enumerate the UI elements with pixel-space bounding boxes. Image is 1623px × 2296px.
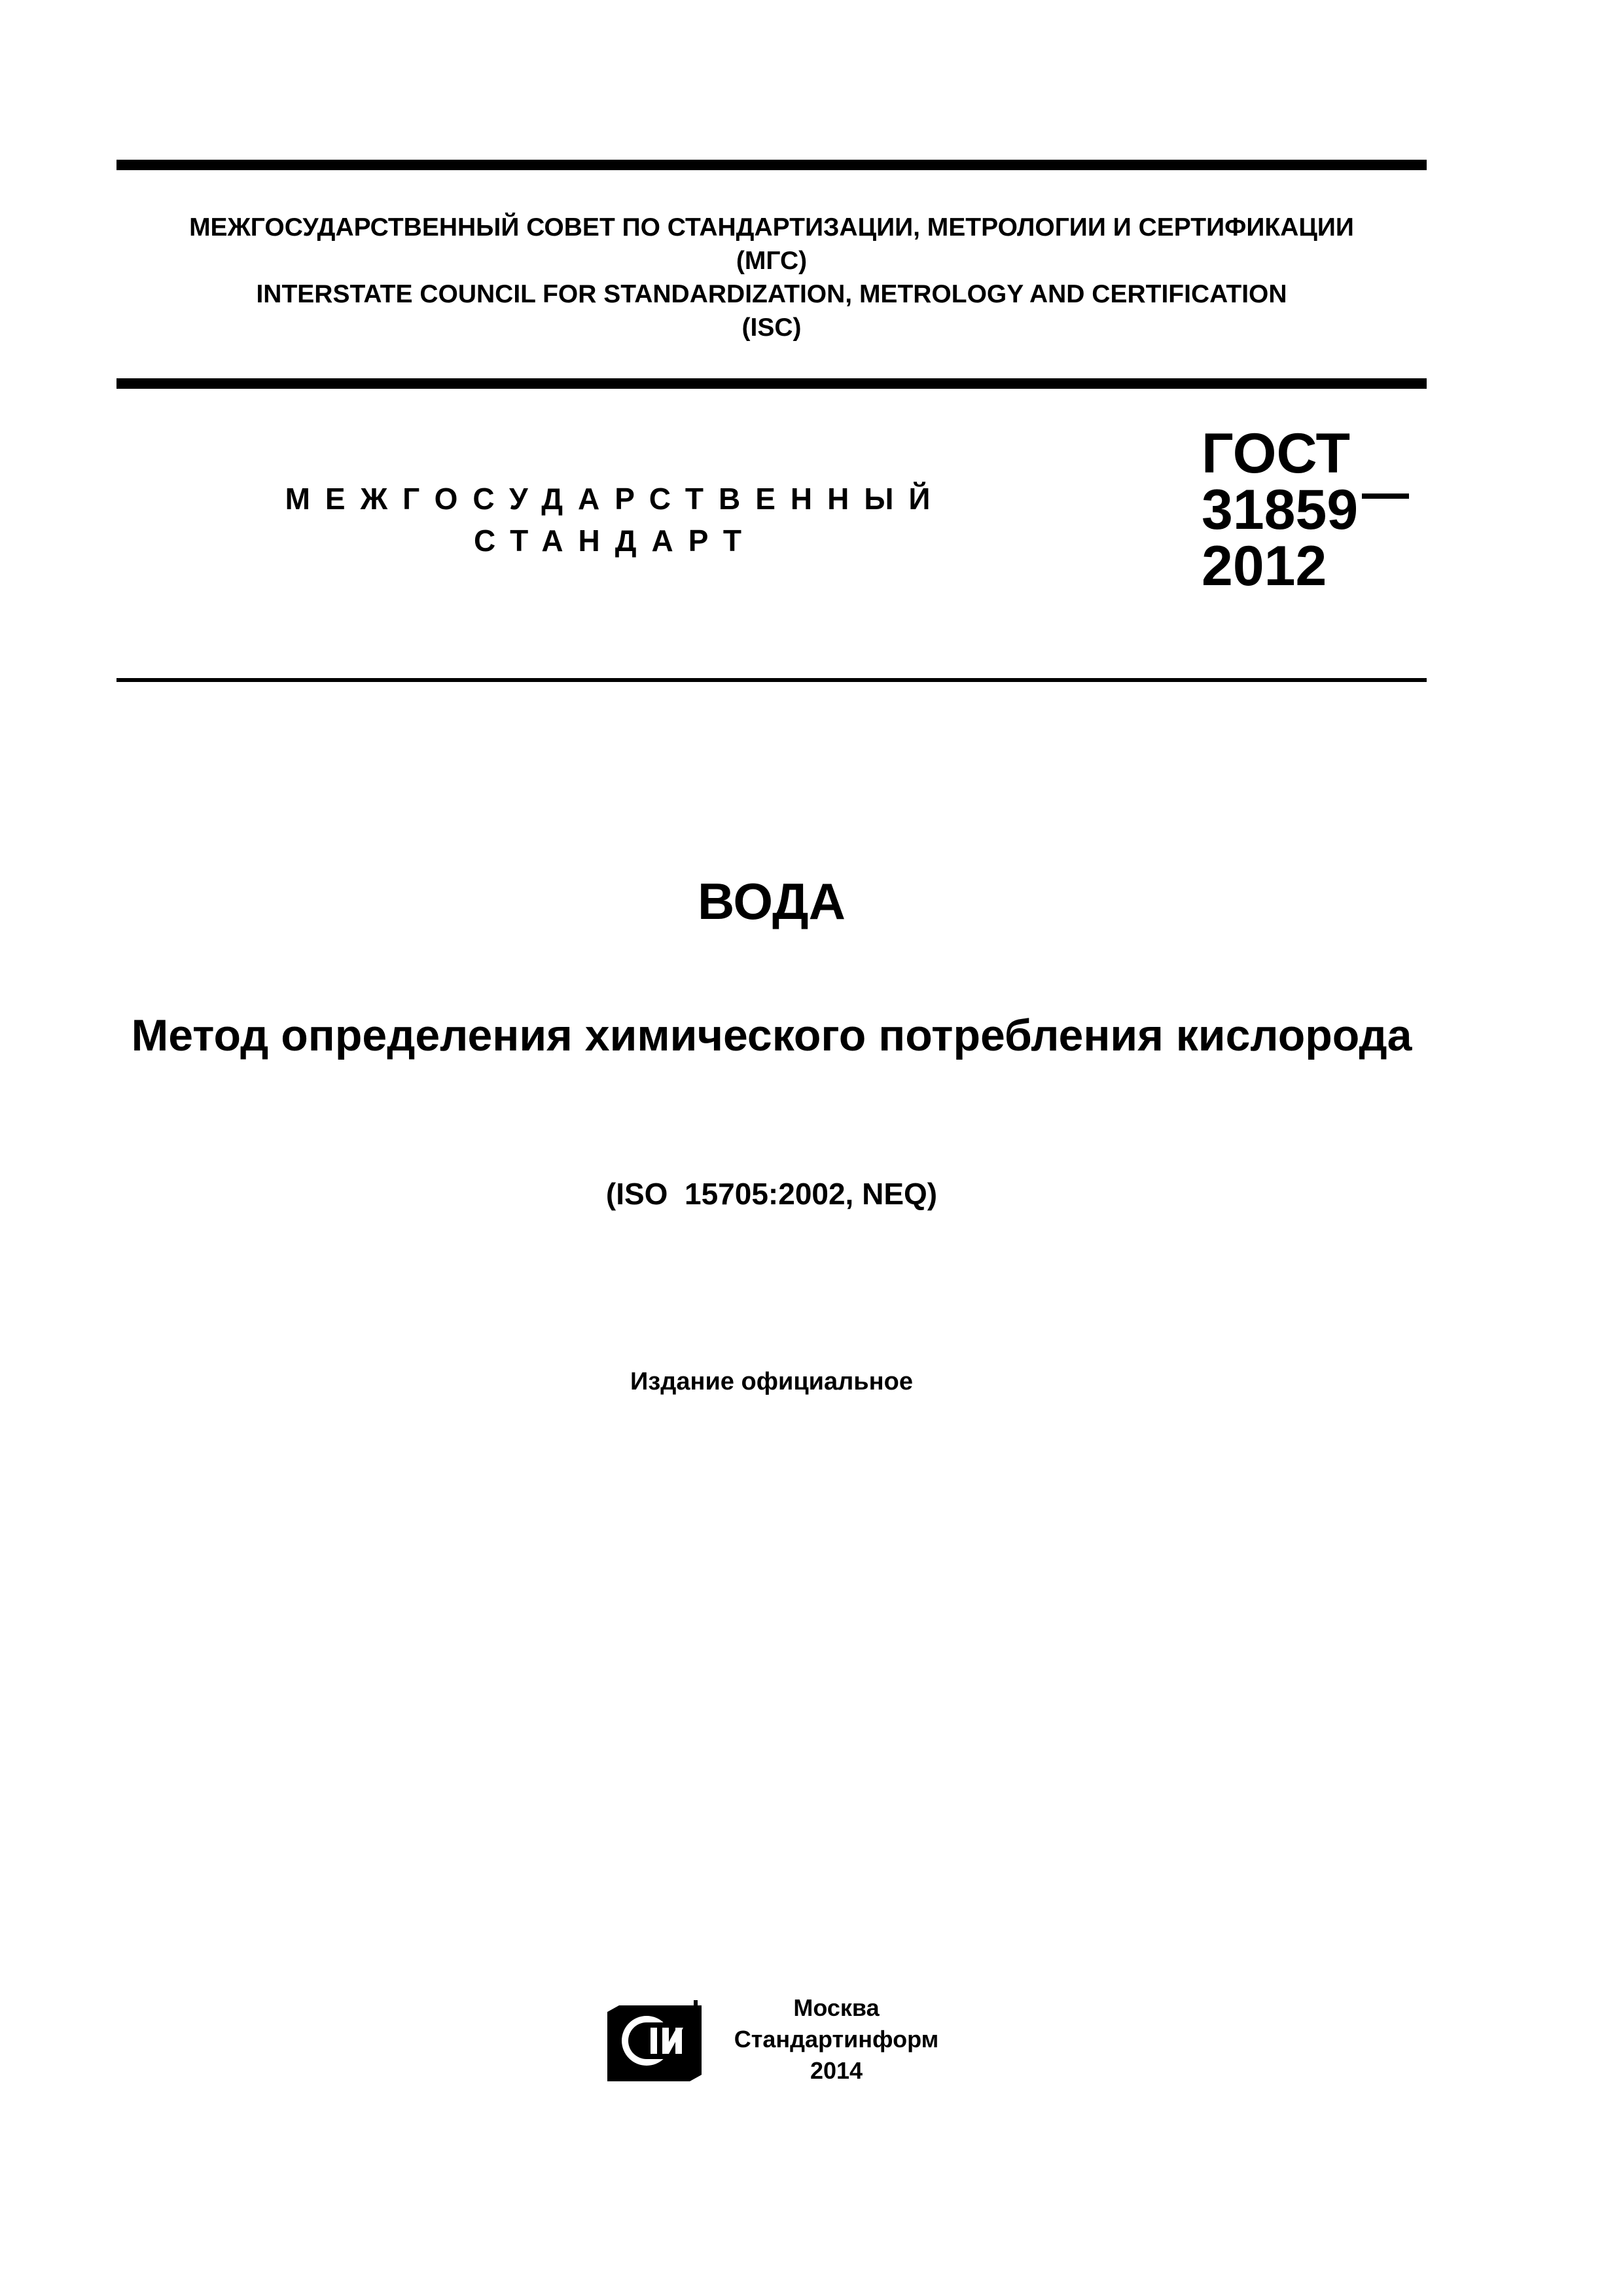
standartinform-logo-icon [607,1998,702,2081]
designation-prefix: ГОСТ [1202,422,1351,485]
standard-kind-line2: СТАНДАРТ [474,524,757,558]
iso-reference: (ISO 15705:2002, NEQ) [605,1177,938,1211]
designation-dash [1362,493,1409,499]
middle-rule [116,378,1427,389]
standard-kind-line1: МЕЖГОСУДАРСТВЕННЫЙ [285,482,946,516]
document-subtitle: Метод определения химического потребления кислорода [131,1011,1412,1060]
designation-number-line [1202,478,1409,541]
council-abbr-en: (ISC) [741,314,802,342]
document-title: ВОДА [698,872,846,930]
top-rule [116,160,1427,170]
edition-note: Издание официальное [630,1368,913,1395]
publisher-city: Москва [793,1994,880,2021]
standard-kind [249,478,982,562]
standard-designation [1202,422,1409,598]
designation-number: 31859 [1202,478,1359,541]
publisher-name: Стандартинформ [734,2026,939,2053]
council-name-ru: МЕЖГОСУДАРСТВЕННЫЙ СОВЕТ ПО СТАНДАРТИЗАЦИИ, МЕТРОЛОГИИ И СЕРТИФИКАЦИИ [189,213,1354,242]
council-header [116,211,1427,344]
designation-year: 2012 [1202,535,1327,598]
council-abbr-ru: (МГС) [736,247,808,275]
bottom-rule [116,678,1427,682]
council-name-en: INTERSTATE COUNCIL FOR STANDARDIZATION, METROLOGY AND CERTIFICATION [256,280,1287,308]
publisher-year: 2014 [810,2057,863,2084]
publisher-imprint [725,1992,948,2087]
